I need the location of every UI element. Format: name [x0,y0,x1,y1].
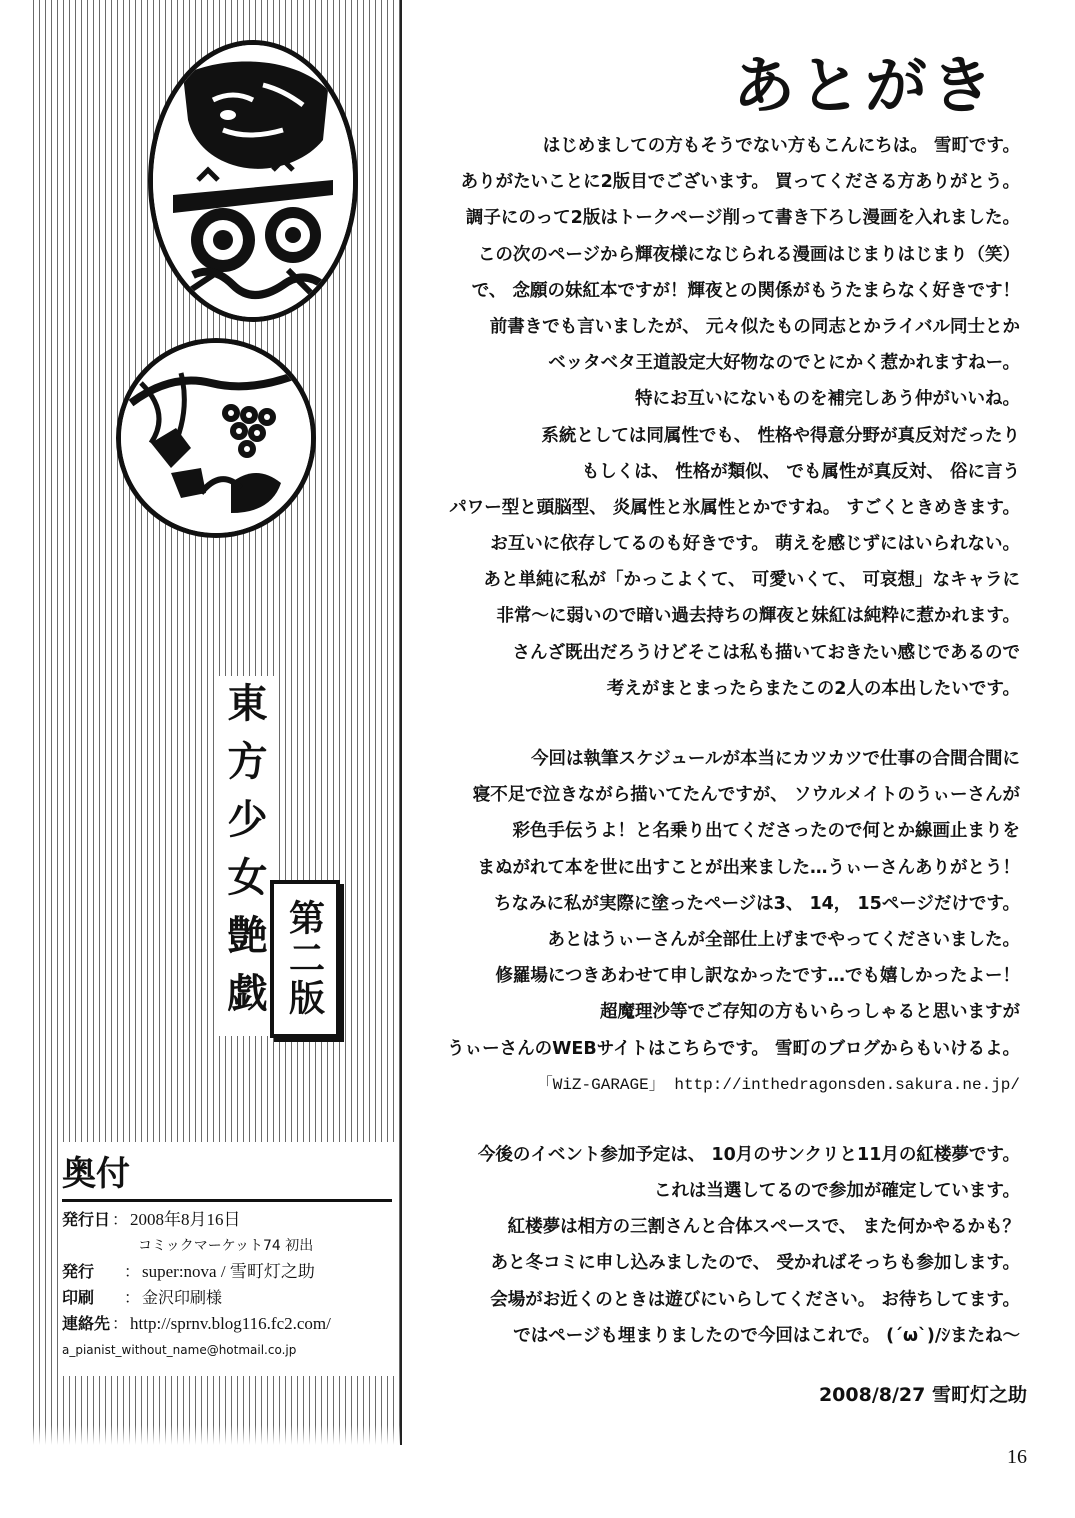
text-line: 非常〜に弱いので暗い過去持ちの輝夜と妹紅は純粋に惹かれます。 [496,606,1020,627]
text-line: 紅楼夢は相方の三割さんと合体スペースで、 また何かやるかも？ [507,1217,1020,1238]
first-appearance-value: コミックマーケット74 初出 [138,1238,314,1254]
text-line: 修羅場につきあわせて申し訳なかったです…でも嬉しかったよー！ [495,966,1020,987]
afterword-title: あとがき [732,49,997,122]
text-line: 系統としては同属性でも、 性格や得意分野が真反対だったり [541,425,1020,446]
grape-butterfly-illustration [121,343,311,533]
text-line: ではページも埋まりましたので今回はこれで。 (´ω`)/ｼまたね〜 [513,1325,1020,1346]
contact-url: http://sprnv.blog116.fc2.com/ [130,1314,331,1333]
first-appearance-row [62,1236,392,1256]
contact-email: a_pianist_without_name@hotmail.co.jp [62,1343,297,1357]
text-line: もしくは、 性格が類似、 でも属性が真反対、 俗に言う [581,461,1020,482]
page-number: 16 [1007,1446,1027,1468]
text-line: 今後のイベント参加予定は、 10月のサンクリと11月の紅楼夢です。 [477,1144,1020,1165]
cat-peony-emblem [148,40,358,322]
text-line: さんざ既出だろうけどそこは私も描いておきたい感じであるので [512,642,1020,663]
text-line: ちなみに私が実際に塗ったページは3、 14， 15ページだけです。 [494,893,1020,914]
text-line: ありがたいことに2版目でございます。 買ってくださる方ありがとう。 [460,172,1020,193]
text-line: で、 念願の妹紅本ですが！輝夜との関係がもうたまらなく好きです！ [471,280,1020,301]
issue-date-row: 発行日 ： 2008年8月16日 [62,1210,241,1229]
printer-row: 印刷 ： 金沢印刷様 [62,1288,223,1307]
book-title-vertical: 東方少女艶戯 [214,676,275,1036]
text-line: これは当選してるので参加が確定しています。 [653,1181,1020,1202]
text-line: うぃーさんのWEBサイトはこちらです。 雪町のブログからもいけるよ。 [447,1038,1020,1059]
text-line: お互いに依存してるのも好きです。 萌えを感じずにはいられない。 [490,534,1020,555]
afterword-body [410,128,1020,1354]
text-line: ベッタベタ王道設定大好物なのでとにかく惹かれますねー。 [548,353,1020,374]
website-link-line: 「WiZ-GARAGE」 http://inthedragonsden.sakura.ne.jp/ [536,1075,1020,1094]
edition-stamp: 第二版 [270,880,340,1038]
text-line: 調子にのって2版はトークページ削って書き下ろし漫画を入れました。 [465,208,1020,229]
text-line: 会場がお近くのときは遊びにいらしてください。 お待ちしてます。 [490,1289,1020,1310]
paragraph-gap [410,1103,1020,1137]
text-line: あと冬コミに申し込みましたので、 受かればそっちも参加します。 [490,1253,1020,1274]
text-line: 今回は執筆スケジュールが本当にカツカツで仕事の合間合間に [531,749,1020,769]
text-line: あとはうぃーさんが全部仕上げまでやってくださいました。 [547,929,1020,950]
text-line: 特にお互いにないものを補完しあう仲がいいね。 [635,389,1020,410]
text-line: あと単純に私が「かっこよくて、 可愛いくて、 可哀想」なキャラに [483,570,1020,591]
colophon [58,1142,398,1376]
text-line: パワー型と頭脳型、 炎属性と氷属性とかですね。 すごくときめきます。 [449,497,1020,518]
cat-peony-illustration [153,45,353,317]
publisher-label: 発行 [62,1262,95,1281]
contact-row: 連絡先 ： http://sprnv.blog116.fc2.com/ [62,1314,331,1333]
text-line: この次のページから輝夜様になじられる漫画はじまりはじまり（笑） [477,244,1020,265]
signature: 2008/8/27 雪町灯之助 [818,1384,1027,1406]
paragraph-gap [410,707,1020,741]
text-line: はじめましての方もそうでない方もこんにちは。 雪町です。 [542,136,1020,156]
colophon-title: 奥付 [62,1146,392,1202]
contact-email-row [62,1340,392,1360]
publisher-row: 発行 ： super:nova / 雪町灯之助 [62,1262,315,1281]
contact-label: 連絡先 [62,1314,111,1333]
issue-date-label: 発行日 [62,1210,111,1229]
issue-date-value: 2008年8月16日 [130,1210,241,1229]
publisher-value: super:nova / 雪町灯之助 [142,1262,315,1281]
text-line: 前書きでも言いましたが、 元々似たもの同志とかライバル同士とか [489,316,1020,337]
grape-butterfly-emblem [116,338,316,538]
text-line: まぬがれて本を世に出すことが出来ました…うぃーさんありがとう！ [477,857,1020,878]
text-line: 寝不足で泣きながら描いてたんですが、 ソウルメイトのうぃーさんが [472,785,1020,806]
text-line: 彩色手伝うよ！と名乗り出てくださったので何とか線画止まりを [512,821,1020,842]
printer-value: 金沢印刷様 [142,1288,223,1307]
text-line: 考えがまとまったらまたこの2人の本出したいです。 [606,678,1020,699]
printer-label: 印刷 [62,1288,95,1307]
text-line: 超魔理沙等でご存知の方もいらっしゃると思いますが [600,1002,1020,1023]
